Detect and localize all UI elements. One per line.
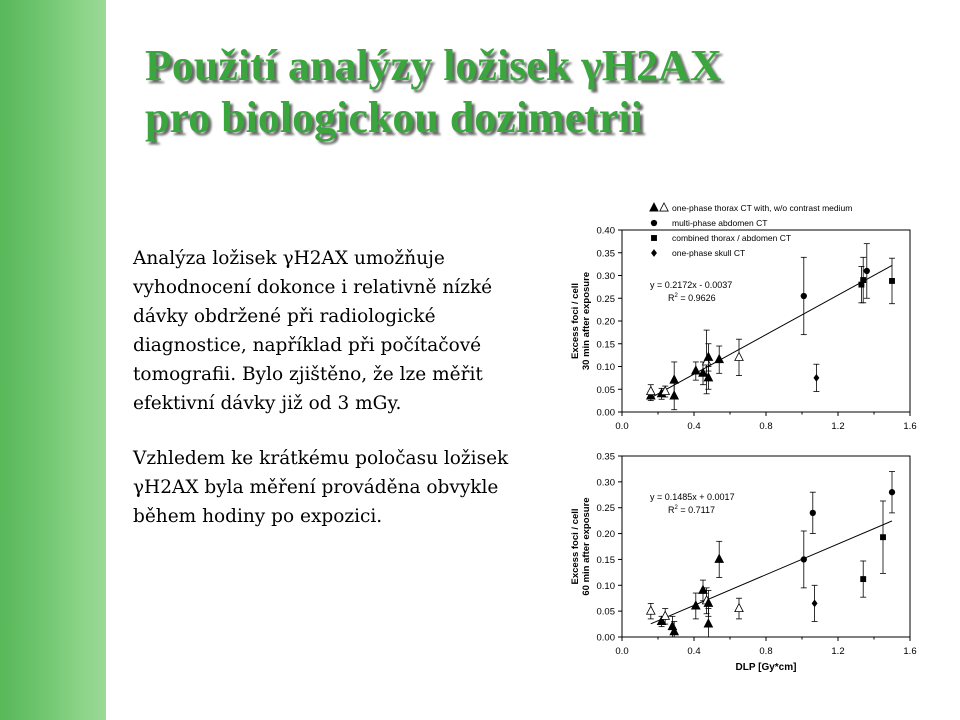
y-axis-label: Excess foci / cell bbox=[570, 508, 581, 585]
data-point bbox=[699, 368, 707, 376]
y-tick-label: 0.30 bbox=[596, 271, 615, 282]
data-point bbox=[704, 352, 712, 360]
data-point bbox=[864, 268, 870, 274]
data-point bbox=[810, 510, 816, 516]
legend-marker bbox=[651, 220, 657, 226]
data-point bbox=[812, 600, 818, 608]
slide-body bbox=[133, 244, 543, 531]
legend-marker bbox=[660, 203, 668, 211]
title-line-1: Použití analýzy ložisek γH2AX bbox=[145, 41, 722, 90]
y-tick-label: 0.00 bbox=[596, 407, 615, 419]
x-tick-label: 0.0 bbox=[615, 421, 629, 432]
y-tick-label: 0.25 bbox=[596, 503, 615, 515]
legend-marker bbox=[651, 249, 657, 257]
data-point bbox=[670, 391, 678, 399]
legend-label: multi-phase abdomen CT bbox=[672, 218, 768, 228]
y-tick-label: 0.05 bbox=[596, 384, 615, 396]
data-point bbox=[801, 293, 807, 299]
data-point bbox=[692, 601, 700, 609]
title-line-2: pro biologickou dozimetrii bbox=[145, 93, 643, 142]
y-tick-label: 0.15 bbox=[596, 339, 615, 351]
r-squared: $R^2 = 0.9626$ bbox=[668, 293, 716, 303]
y-tick-label: 0.20 bbox=[596, 529, 615, 541]
x-tick-label: 1.2 bbox=[831, 421, 845, 432]
y-tick-label: 0.30 bbox=[596, 477, 615, 489]
x-tick-label: 1.2 bbox=[831, 646, 845, 657]
r-squared: $R^2 = 0.7117$ bbox=[668, 505, 715, 515]
data-point bbox=[692, 366, 700, 374]
data-point bbox=[889, 278, 895, 284]
legend-label: combined thorax / abdomen CT bbox=[672, 233, 792, 243]
data-point bbox=[813, 374, 819, 382]
y-tick-label: 0.00 bbox=[596, 632, 615, 644]
y-tick-label: 0.25 bbox=[596, 293, 615, 305]
chart-figure bbox=[562, 200, 922, 678]
regression-equation: y = 0.1485x + 0.0017 bbox=[650, 492, 735, 502]
y-tick-label: 0.40 bbox=[596, 225, 615, 237]
y-tick-label: 0.35 bbox=[596, 248, 615, 260]
paragraph-1: Analýza ložisek γH2AX umožňuje vyhodnocení dokonce i relativně nízké dávky obdržené při radiologické diagnostice, například při počítačové tomografii. Bylo zjištěno, že lze měřit efektivní dávky již od 3 mGy. bbox=[133, 248, 493, 414]
data-point bbox=[704, 619, 712, 627]
x-tick-label: 0.4 bbox=[687, 646, 701, 657]
paragraph-2: Vzhledem ke krátkému poločasu ložisek γH2AX byla měření prováděna obvykle během hodiny po expozici. bbox=[133, 448, 509, 527]
data-point bbox=[735, 352, 743, 360]
x-tick-label: 1.6 bbox=[903, 646, 917, 657]
slide-title bbox=[145, 40, 945, 144]
data-point bbox=[647, 387, 655, 395]
y-tick-label: 0.10 bbox=[596, 362, 615, 373]
x-tick-label: 1.6 bbox=[903, 421, 917, 432]
legend-label: one-phase skull CT bbox=[672, 248, 746, 258]
legend-marker bbox=[651, 235, 657, 241]
data-point bbox=[860, 277, 866, 283]
data-point bbox=[880, 534, 886, 540]
y-tick-label: 0.15 bbox=[596, 554, 615, 566]
data-point bbox=[735, 604, 743, 612]
legend-marker bbox=[650, 203, 658, 211]
data-point bbox=[647, 606, 655, 614]
legend-label: one-phase thorax CT with, w/o contrast medium bbox=[672, 203, 853, 213]
x-tick-label: 0.8 bbox=[759, 421, 773, 432]
y-tick-label: 0.20 bbox=[596, 316, 615, 328]
data-point bbox=[801, 556, 807, 562]
y-tick-label: 0.35 bbox=[596, 451, 615, 463]
y-axis-label: 60 min after exposure bbox=[581, 497, 592, 596]
regression-equation: y = 0.2172x - 0.0037 bbox=[650, 280, 733, 290]
data-point bbox=[889, 489, 895, 495]
y-axis-label: 30 min after exposure bbox=[581, 271, 592, 371]
chart-svg bbox=[562, 200, 922, 678]
y-tick-label: 0.05 bbox=[596, 606, 615, 618]
data-point bbox=[699, 585, 707, 593]
y-axis-label: Excess foci / cell bbox=[570, 282, 581, 360]
regression-line bbox=[651, 521, 892, 624]
y-tick-label: 0.10 bbox=[596, 580, 615, 592]
x-tick-label: 0.8 bbox=[759, 646, 773, 657]
sidebar-decoration bbox=[0, 0, 106, 720]
x-tick-label: 0.0 bbox=[615, 646, 629, 657]
data-point bbox=[661, 611, 669, 619]
x-axis-label: DLP [Gy*cm] bbox=[735, 662, 797, 673]
data-point bbox=[670, 375, 678, 383]
x-tick-label: 0.4 bbox=[687, 421, 701, 432]
data-point bbox=[715, 554, 723, 562]
data-point bbox=[860, 576, 866, 582]
